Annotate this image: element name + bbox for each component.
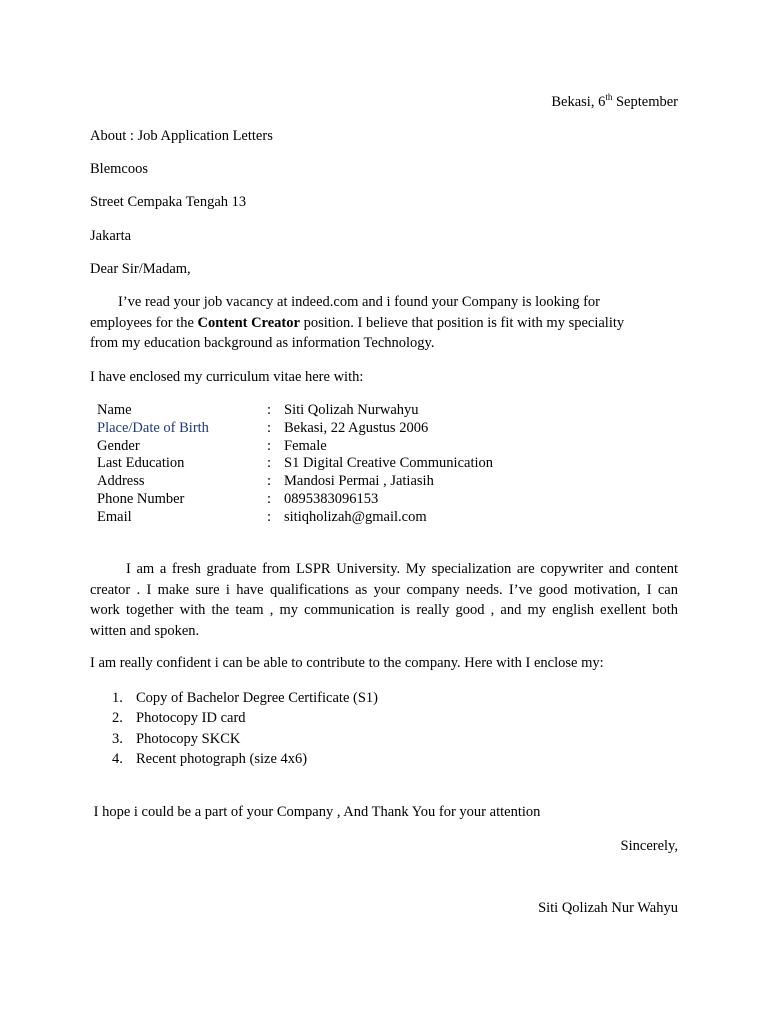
greeting: Dear Sir/Madam, bbox=[90, 261, 191, 277]
confident-line: I am really confident i can be able to contribute to the company. Here with I enclose my: bbox=[90, 655, 604, 671]
cv-value: Bekasi, 22 Agustus 2006 bbox=[284, 419, 429, 436]
cv-value: Mandosi Permai , Jatiasih bbox=[284, 473, 434, 490]
paragraph-qualifications-line-4: witten and spoken. bbox=[90, 622, 200, 639]
closing-line: I hope i could be a part of your Company , And Thank You for your attention bbox=[90, 804, 541, 820]
cv-colon: : bbox=[267, 437, 272, 454]
cv-colon: : bbox=[267, 402, 272, 418]
cv-colon: : bbox=[267, 473, 272, 490]
cv-value: 0895383096153 bbox=[284, 490, 379, 507]
position-name: Content Creator bbox=[197, 314, 300, 331]
cv-label: Address bbox=[97, 473, 145, 490]
enclosed-intro: I have enclosed my curriculum vitae here with: bbox=[90, 369, 364, 385]
paragraph-qualifications-line-2: creator . I make sure i have qualifications as your company needs. I’ve good motivation, I can bbox=[90, 581, 678, 598]
cv-table bbox=[97, 402, 493, 527]
cv-row-birth bbox=[97, 420, 493, 438]
paragraph-intro-line-2: employees for the Content Creator position. I believe that position is fit with my speciality bbox=[90, 314, 625, 331]
paragraph-intro bbox=[90, 292, 678, 354]
cv-value: sitiqholizah@gmail.com bbox=[284, 508, 427, 525]
recipient-company: Blemcoos bbox=[90, 161, 148, 177]
cv-row-education bbox=[97, 455, 493, 473]
recipient-city: Jakarta bbox=[90, 228, 132, 244]
cv-label: Email bbox=[97, 508, 132, 525]
cv-colon: : bbox=[267, 490, 272, 507]
cv-label: Last Education bbox=[97, 455, 185, 472]
paragraph-qualifications-line-3: work together with the team , my communication is really good , and my english exellent both bbox=[90, 602, 678, 618]
list-item: 1. Copy of Bachelor Degree Certificate (S1) bbox=[112, 690, 378, 706]
cv-label: Gender bbox=[97, 437, 140, 454]
paragraph-qualifications bbox=[90, 559, 678, 641]
recipient-street: Street Cempaka Tengah 13 bbox=[90, 194, 247, 210]
sign-off: Sincerely, bbox=[620, 838, 678, 854]
place-date-month: September bbox=[612, 94, 678, 110]
cv-colon: : bbox=[267, 419, 272, 436]
cv-value: Female bbox=[284, 437, 327, 454]
cv-label: Place/Date of Birth bbox=[97, 419, 209, 436]
cv-row-gender bbox=[97, 438, 493, 456]
cv-label: Name bbox=[97, 402, 132, 418]
paragraph-qualifications-line-1: I am a fresh graduate from LSPR University. My specialization are copywriter and content bbox=[126, 561, 678, 577]
about-line: About : Job Application Letters bbox=[90, 128, 273, 144]
list-item: 3. Photocopy SKCK bbox=[112, 730, 241, 747]
cv-row-phone bbox=[97, 491, 493, 509]
cv-colon: : bbox=[267, 455, 272, 472]
signature-name: Siti Qolizah Nur Wahyu bbox=[538, 900, 678, 916]
list-item: 4. Recent photograph (size 4x6) bbox=[112, 750, 308, 767]
cv-value: Siti Qolizah Nurwahyu bbox=[284, 402, 419, 418]
place-date-prefix: Bekasi, 6 bbox=[551, 94, 606, 110]
cv-row-name bbox=[97, 402, 493, 420]
enclosure-list bbox=[112, 688, 378, 769]
place-date-suffix: th bbox=[605, 92, 613, 103]
cv-row-email bbox=[97, 509, 493, 527]
paragraph-intro-line-1: I’ve read your job vacancy at indeed.com and i found your Company is looking for bbox=[118, 294, 600, 310]
list-item: 2. Photocopy ID card bbox=[112, 710, 246, 727]
cv-colon: : bbox=[267, 508, 272, 525]
cv-label: Phone Number bbox=[97, 490, 185, 507]
place-date bbox=[551, 93, 678, 111]
cv-value: S1 Digital Creative Communication bbox=[284, 455, 494, 472]
paragraph-intro-line-3: from my education background as information Technology. bbox=[90, 335, 435, 351]
cv-row-address bbox=[97, 473, 493, 491]
